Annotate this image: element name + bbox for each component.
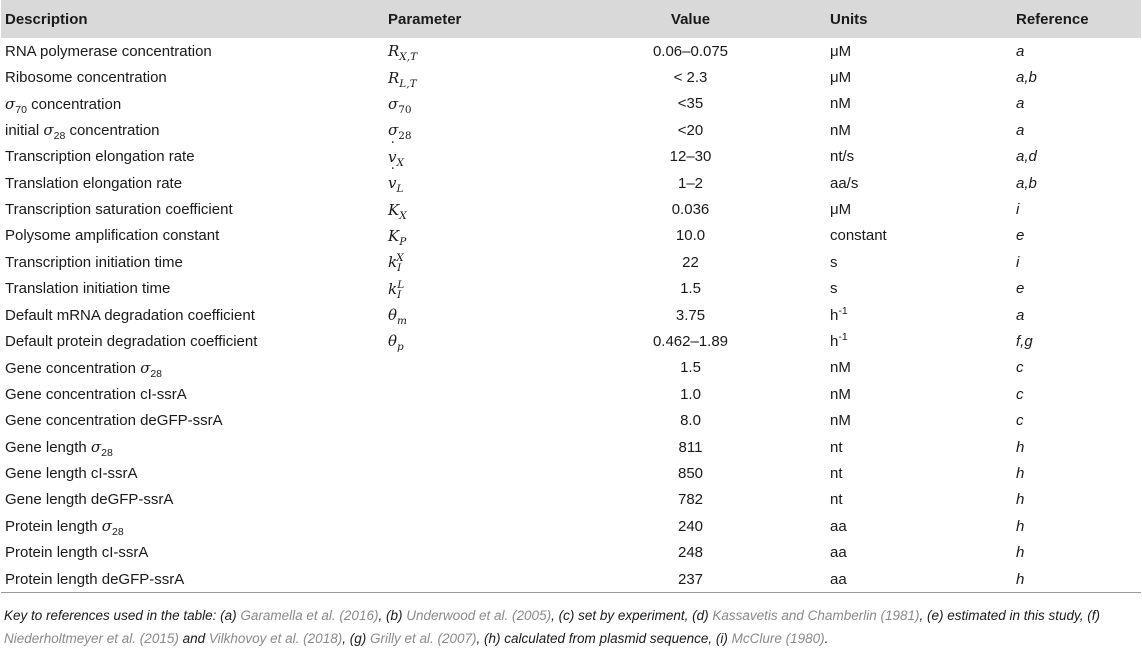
citation-link[interactable]: Kassavetis and Chamberlin (1981): [712, 608, 920, 624]
cell-parameter: ˙ $v_X$: [384, 144, 555, 170]
cell-reference: a: [1016, 42, 1025, 60]
cell-reference: h: [1016, 438, 1025, 456]
cell-description: initial $\sigma_{28}$ concentration: [5, 121, 160, 143]
citation-link[interactable]: McClure (1980): [731, 631, 825, 647]
table-row: [1, 460, 1141, 486]
cell-units: nM: [830, 385, 851, 403]
cell-units: nt: [830, 438, 843, 456]
cell-value: 248: [677, 544, 704, 562]
cell-parameter: [384, 460, 555, 486]
citation-link[interactable]: Underwood et al. (2005): [406, 608, 552, 624]
cell-description: Default mRNA degradation coefficient: [5, 306, 255, 324]
cell-units: aa: [830, 544, 847, 562]
header-value: Value: [555, 0, 826, 38]
cell-description: Protein length deGFP-ssrA: [1, 566, 384, 593]
table-header: [1, 0, 1141, 38]
cell-parameter: ˙ $v_L$: [384, 170, 555, 196]
cell-reference: a,d: [1016, 148, 1037, 166]
table-row: [1, 566, 1141, 593]
cell-units: constant: [830, 227, 887, 245]
cell-reference: h: [1016, 544, 1025, 562]
cell-reference: a: [1016, 95, 1025, 113]
cell-reference: h: [1016, 517, 1025, 535]
cell-parameter: [384, 513, 555, 539]
cell-description: Protein length $\sigma_{28}$: [5, 517, 124, 539]
cell-value: 850: [677, 464, 704, 482]
header-row: [1, 0, 1141, 38]
cell-reference: i: [1016, 201, 1020, 219]
cell-parameter: $K_P$: [388, 226, 407, 248]
table-body: [1, 38, 1141, 593]
cell-parameter: $R_{X,T}$: [388, 42, 418, 64]
cell-units: aa/s: [830, 174, 859, 192]
header-units: Units: [826, 0, 1002, 38]
cell-description: RNA polymerase concentration: [5, 42, 212, 60]
footnote-text: Key to references used in the table: (a): [4, 608, 241, 624]
cell-units: $h^{-1}$: [830, 330, 848, 350]
cell-parameter: [384, 355, 555, 381]
cell-value: 0.036: [671, 201, 710, 219]
table-row: [1, 223, 1141, 249]
cell-parameter: $K_X$: [388, 200, 407, 222]
table-row: [1, 196, 1141, 222]
table-row: [1, 249, 1141, 275]
cell-description: Gene concentration cI-ssrA: [5, 385, 187, 403]
footnote-text: , (h) calculated from plasmid sequence, (i): [476, 631, 732, 647]
footnote-text: and: [178, 631, 209, 647]
cell-units: nM: [830, 95, 851, 113]
header-description: Description: [1, 0, 384, 38]
cell-parameter: [384, 566, 555, 593]
parameter-table: [1, 0, 1141, 593]
cell-units: nt: [830, 464, 843, 482]
table-row: [1, 91, 1141, 117]
cell-units: μM: [830, 201, 852, 219]
table-row: [1, 539, 1141, 565]
cell-reference: a,b: [1016, 69, 1037, 87]
cell-value: 1–2: [677, 174, 704, 192]
cell-reference: h: [1016, 491, 1025, 509]
cell-units: aa: [826, 566, 1002, 593]
cell-value: 1.5: [680, 359, 701, 377]
citation-link[interactable]: Vilkhovoy et al. (2018): [208, 631, 343, 647]
cell-reference: a,b: [1016, 174, 1037, 192]
cell-reference: f,g: [1016, 332, 1033, 350]
cell-value: 3.75: [675, 306, 706, 324]
cell-units: nM: [830, 359, 851, 377]
cell-description: Polysome amplification constant: [5, 227, 220, 245]
cell-value: < 2.3: [673, 69, 708, 87]
cell-description: Transcription initiation time: [5, 253, 183, 271]
cell-description: Gene length cI-ssrA: [5, 464, 138, 482]
footnote-text: , (g): [342, 631, 370, 647]
cell-value: <35: [677, 95, 704, 113]
table-row: [1, 302, 1141, 328]
citation-link[interactable]: Grilly et al. (2007): [369, 631, 477, 647]
cell-value: 8.0: [680, 412, 701, 430]
cell-description: $\sigma_{70}$ concentration: [5, 94, 122, 116]
citation-link[interactable]: Niederholtmeyer et al. (2015): [4, 631, 179, 647]
cell-description: Translation elongation rate: [5, 174, 183, 192]
cell-units: nt: [830, 491, 843, 509]
cell-description: Gene length $\sigma_{28}$: [5, 438, 113, 460]
cell-description: Default protein degradation coefficient: [5, 332, 258, 350]
references-footnote: [0, 593, 1140, 650]
table-row: [1, 64, 1141, 90]
cell-reference: h: [1016, 464, 1025, 482]
cell-reference: e: [1016, 280, 1025, 298]
cell-units: nt/s: [830, 148, 855, 166]
table-row: [1, 381, 1141, 407]
table-row: [1, 117, 1141, 143]
cell-parameter: [384, 407, 555, 433]
cell-description: Ribosome concentration: [5, 69, 167, 87]
cell-value: 12–30: [669, 148, 712, 166]
cell-reference: a: [1016, 121, 1025, 139]
cell-units: s: [830, 280, 838, 298]
cell-units: $h^{-1}$: [830, 304, 848, 324]
cell-description: Protein length cI-ssrA: [5, 544, 149, 562]
cell-units: μM: [830, 42, 852, 60]
cell-description: Gene concentration $\sigma_{28}$: [5, 358, 163, 380]
cell-parameter: $\sigma_{28}$: [388, 121, 412, 143]
footnote-text: , (c) set by experiment, (d): [551, 608, 713, 624]
footnote-text: , (e) estimated in this study, (f): [919, 608, 1101, 624]
cell-reference: c: [1016, 359, 1024, 377]
cell-parameter: [384, 381, 555, 407]
cell-parameter: [384, 487, 555, 513]
cell-description: Gene length deGFP-ssrA: [5, 491, 174, 509]
cell-reference: a: [1016, 306, 1025, 324]
cell-parameter: $k_I^X$: [388, 252, 404, 275]
table-row: [1, 170, 1141, 196]
cell-parameter: $\sigma_{70}$: [388, 94, 412, 116]
cell-value: 10.0: [675, 227, 706, 245]
cell-units: nM: [830, 121, 851, 139]
cell-parameter: [384, 539, 555, 565]
cell-description: Gene concentration deGFP-ssrA: [5, 412, 223, 430]
cell-description: Translation initiation time: [5, 280, 171, 298]
cell-units: μM: [830, 69, 852, 87]
table-row: [1, 434, 1141, 460]
cell-parameter: $k_I^L$: [388, 278, 405, 301]
cell-value: <20: [677, 121, 704, 139]
footnote-text: .: [824, 631, 829, 647]
table-row: [1, 487, 1141, 513]
table-row: [1, 355, 1141, 381]
cell-reference: h: [1002, 566, 1141, 593]
cell-units: nM: [830, 412, 851, 430]
table-row: [1, 407, 1141, 433]
cell-value: 1.0: [680, 385, 701, 403]
cell-units: aa: [830, 517, 847, 535]
cell-value: 0.06–0.075: [652, 42, 729, 60]
cell-reference: i: [1016, 253, 1020, 271]
table-row: [1, 144, 1141, 170]
table-row: [1, 513, 1141, 539]
cell-parameter: $\theta_p$: [388, 332, 404, 354]
cell-description: Transcription elongation rate: [5, 148, 195, 166]
cell-units: s: [830, 253, 838, 271]
footnote-text: , (b): [378, 608, 407, 624]
table-row: [1, 38, 1141, 64]
cell-value: 1.5: [680, 280, 701, 298]
header-parameter: Parameter: [384, 0, 555, 38]
cell-value: 240: [677, 517, 704, 535]
citation-link[interactable]: Garamella et al. (2016): [240, 608, 379, 624]
cell-value: 0.462–1.89: [652, 332, 729, 350]
table-row: [1, 328, 1141, 354]
cell-reference: c: [1016, 385, 1024, 403]
cell-parameter: $R_{L,T}$: [388, 68, 417, 90]
cell-reference: c: [1016, 412, 1024, 430]
table-row: [1, 276, 1141, 302]
cell-value: 237: [555, 566, 826, 593]
cell-value: 22: [682, 253, 699, 271]
cell-parameter: $\theta_m$: [388, 306, 407, 328]
cell-parameter: [384, 434, 555, 460]
cell-value: 811: [678, 438, 703, 456]
cell-value: 782: [677, 491, 704, 509]
cell-reference: e: [1016, 227, 1025, 245]
header-reference: Reference: [1002, 0, 1141, 38]
cell-description: Transcription saturation coefficient: [5, 201, 233, 219]
